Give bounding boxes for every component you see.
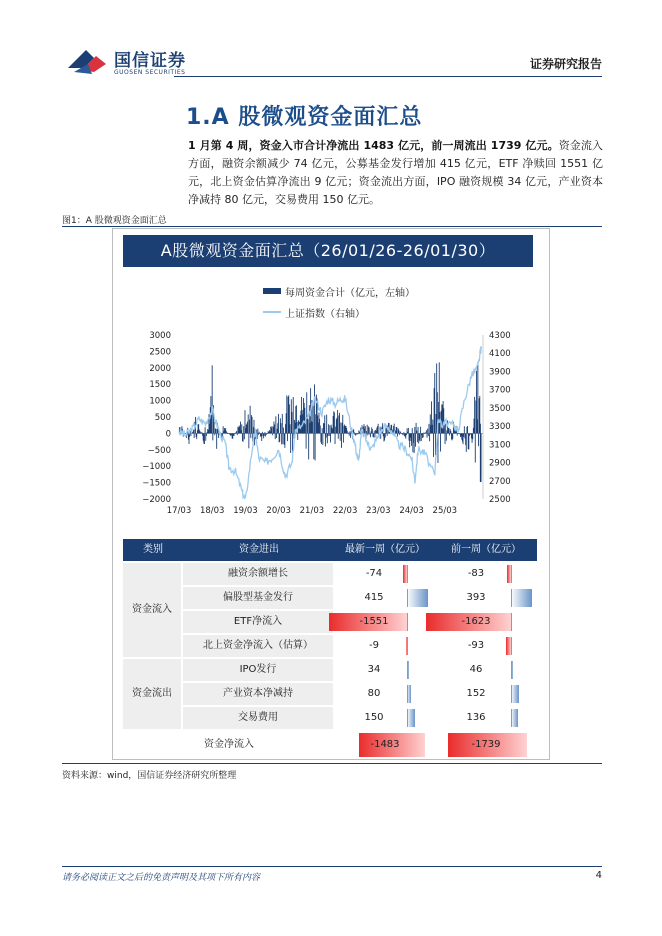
cell-value: -1551: [359, 616, 389, 627]
y-left-tick-label: 1000: [149, 396, 171, 407]
weekly-fund-bar: [320, 426, 321, 434]
weekly-fund-bar: [241, 424, 242, 433]
weekly-fund-bar: [448, 428, 449, 434]
weekly-fund-bar: [236, 431, 237, 434]
weekly-fund-bar: [258, 433, 259, 434]
weekly-fund-bar: [306, 433, 307, 448]
table-header-latest: 最新一周（亿元）: [335, 539, 435, 561]
table-cell-latest: [335, 635, 433, 657]
weekly-fund-bar: [308, 433, 309, 459]
x-tick-label: 23/03: [366, 506, 391, 516]
weekly-fund-bar: [322, 428, 323, 433]
weekly-fund-bar: [466, 433, 467, 451]
weekly-fund-bar: [423, 433, 424, 437]
weekly-fund-bar: [420, 427, 421, 434]
brand-name: 国信证券: [114, 51, 186, 71]
weekly-fund-bar: [259, 432, 260, 434]
weekly-fund-bar: [340, 422, 341, 433]
weekly-fund-bar: [370, 433, 371, 437]
table-cell-latest: [335, 683, 433, 705]
table-row-item: 产业资本净减持: [183, 683, 333, 705]
weekly-fund-bar: [445, 424, 446, 434]
weekly-fund-bar: [374, 433, 375, 437]
weekly-fund-bar: [373, 433, 374, 437]
x-tick-label: 21/03: [299, 506, 325, 516]
weekly-fund-bar: [398, 429, 399, 433]
cell-value: 80: [367, 688, 381, 699]
weekly-fund-bar: [237, 433, 238, 435]
y-left-tick-label: −500: [147, 445, 171, 456]
weekly-fund-bar: [408, 428, 409, 433]
weekly-fund-bar: [278, 414, 279, 433]
weekly-fund-bar: [423, 433, 424, 434]
weekly-fund-bar: [321, 433, 322, 444]
weekly-fund-bar: [315, 433, 316, 460]
y-right-tick-label: 3900: [489, 367, 511, 378]
x-tick-label: 20/03: [266, 506, 291, 516]
weekly-fund-bar: [272, 433, 273, 435]
weekly-fund-bar: [284, 433, 285, 447]
weekly-fund-bar: [457, 433, 458, 435]
table-cell-latest: [335, 611, 433, 633]
chart-title: A股微观资金面汇总（26/01/26-26/01/30）: [160, 241, 496, 260]
weekly-fund-bar: [417, 433, 418, 442]
header-divider: [174, 76, 602, 77]
table-cell-prev: [435, 587, 537, 609]
weekly-fund-bar: [427, 429, 428, 434]
y-right-tick-label: 2900: [489, 458, 511, 469]
cell-value: 152: [466, 688, 486, 699]
section-title: 1.A 股微观资金面汇总: [186, 105, 423, 130]
weekly-fund-bar: [329, 425, 330, 433]
weekly-fund-bar: [348, 433, 349, 434]
weekly-fund-bar: [281, 423, 282, 433]
weekly-fund-bar: [343, 433, 344, 442]
weekly-fund-bar: [449, 433, 450, 435]
summary-lead: 1 月第 4 周，资金入市合计净流出 1483 亿元，前一周流出 1739 亿元。: [188, 139, 559, 152]
weekly-fund-bar: [372, 429, 373, 433]
weekly-fund-bar: [400, 432, 401, 433]
cell-value: 415: [364, 592, 384, 603]
weekly-fund-bar: [411, 433, 412, 445]
weekly-fund-bar: [275, 416, 276, 433]
weekly-fund-bar: [385, 433, 386, 437]
weekly-fund-bar: [429, 424, 430, 434]
y-left-tick-label: 2500: [149, 347, 171, 358]
weekly-fund-bar: [337, 410, 338, 433]
weekly-fund-bar: [480, 424, 481, 434]
weekly-fund-bar: [216, 433, 217, 448]
weekly-fund-bar: [227, 432, 228, 433]
weekly-fund-bar: [264, 433, 265, 435]
weekly-fund-bar: [272, 426, 273, 433]
weekly-fund-bar: [308, 419, 309, 433]
table-cell-prev: [435, 707, 537, 729]
table-cell-latest: [335, 563, 433, 585]
page-number: 4: [595, 870, 602, 881]
weekly-fund-bar: [313, 433, 314, 459]
weekly-fund-bar: [334, 412, 335, 433]
y-left-tick-label: −2000: [142, 495, 171, 505]
weekly-fund-bar: [287, 433, 288, 441]
y-right-tick-label: 3100: [489, 440, 511, 451]
weekly-fund-bar: [282, 414, 283, 433]
cell-value: 46: [469, 664, 483, 675]
cell-value: -93: [467, 640, 485, 651]
weekly-fund-bar: [204, 433, 205, 444]
weekly-fund-bar: [326, 415, 327, 434]
weekly-fund-bar: [477, 362, 478, 433]
weekly-fund-bar: [432, 419, 433, 433]
net-value: -1483: [370, 739, 400, 750]
weekly-fund-bar: [212, 365, 213, 433]
weekly-fund-bar: [463, 433, 464, 436]
table-header-prev: 前一周（亿元）: [435, 539, 537, 561]
weekly-fund-bar: [261, 433, 262, 441]
cell-value: -83: [467, 568, 485, 579]
weekly-fund-bar: [428, 433, 429, 436]
net-flow-label: 资金净流入: [123, 731, 335, 759]
weekly-fund-bar: [322, 433, 323, 445]
table-row-item: 北上资金净流入（估算）: [183, 635, 333, 657]
y-right-tick-label: 4100: [489, 349, 511, 360]
table-row-item: 偏股型基金发行: [183, 587, 333, 609]
weekly-fund-bar: [340, 433, 341, 440]
group-label-outflow: 资金流出: [123, 659, 181, 729]
weekly-fund-bar: [205, 427, 206, 433]
cell-value: 34: [367, 664, 381, 675]
table-cell-prev: [435, 635, 537, 657]
x-tick-label: 22/03: [332, 506, 358, 516]
weekly-fund-bar: [201, 432, 202, 433]
weekly-fund-bar: [472, 433, 473, 439]
weekly-fund-bar: [216, 429, 217, 433]
weekly-fund-bar: [360, 433, 361, 434]
weekly-fund-bar: [282, 433, 283, 444]
y-left-tick-label: 1500: [149, 380, 171, 391]
weekly-fund-bar: [387, 433, 388, 435]
legend-bar-label: 每周资金合计（亿元，左轴）: [285, 288, 415, 299]
weekly-fund-bar: [314, 384, 315, 433]
weekly-fund-bar: [194, 433, 195, 438]
weekly-fund-bar-latest: [480, 433, 482, 482]
net-prev-cell: [435, 731, 537, 759]
weekly-fund-bar: [214, 433, 215, 435]
x-tick-label: 18/03: [199, 506, 225, 516]
weekly-fund-bar: [444, 425, 445, 433]
weekly-fund-bar: [367, 433, 368, 435]
y-left-tick-label: −1000: [142, 462, 171, 473]
weekly-fund-bar: [369, 427, 370, 433]
weekly-fund-bar: [328, 424, 329, 433]
weekly-fund-bar: [429, 433, 430, 441]
summary-paragraph: [188, 137, 603, 209]
weekly-fund-bar: [418, 427, 419, 433]
y-right-tick-label: 2700: [489, 476, 511, 487]
weekly-fund-bar: [329, 433, 330, 436]
table-row-item: 融资余额增长: [183, 563, 333, 585]
weekly-fund-bar: [196, 433, 197, 439]
weekly-fund-bar: [341, 433, 342, 447]
source-note: 资料来源：wind，国信证券经济研究所整理: [62, 771, 237, 781]
weekly-fund-bar: [403, 432, 404, 433]
weekly-fund-bar: [264, 432, 265, 433]
weekly-fund-bar: [324, 415, 325, 433]
weekly-fund-bar: [478, 433, 479, 446]
weekly-fund-bar: [248, 433, 249, 448]
weekly-fund-bar: [257, 429, 258, 434]
weekly-fund-bar: [274, 424, 275, 433]
weekly-fund-bar: [349, 433, 350, 435]
weekly-fund-bar: [403, 433, 404, 435]
weekly-fund-bar: [426, 430, 427, 433]
y-left-tick-label: 0: [165, 429, 171, 440]
weekly-fund-bar: [450, 431, 451, 434]
x-tick-label: 17/03: [166, 506, 192, 516]
footer-disclaimer: 请务必阅读正文之后的免责声明及其项下所有内容: [62, 873, 261, 883]
weekly-fund-bar: [396, 427, 397, 433]
weekly-fund-bar: [326, 433, 327, 437]
weekly-fund-bar: [254, 420, 255, 434]
weekly-fund-bar: [262, 432, 263, 434]
weekly-fund-bar: [248, 414, 249, 433]
weekly-fund-bar: [349, 431, 350, 433]
report-type-label: 证券研究报告: [529, 57, 602, 71]
x-tick-label: 24/03: [399, 506, 424, 516]
weekly-fund-bar: [297, 433, 298, 440]
weekly-fund-bar: [414, 433, 415, 453]
weekly-fund-bar: [406, 433, 407, 435]
weekly-fund-bar: [434, 373, 435, 433]
weekly-fund-bar: [412, 428, 413, 433]
table-header-category: 类别: [123, 539, 183, 561]
weekly-fund-bar: [474, 397, 475, 434]
table-cell-latest: [335, 707, 433, 729]
weekly-fund-bar: [420, 433, 421, 441]
weekly-fund-bar: [433, 433, 434, 457]
weekly-fund-bar: [335, 433, 336, 444]
table-row-item: IPO发行: [183, 659, 333, 681]
guosen-logo-icon: [64, 44, 110, 78]
cell-value: 150: [364, 712, 384, 723]
footer-divider: [62, 866, 602, 867]
weekly-fund-bar: [250, 406, 251, 434]
brand-name-english: GUOSEN SECURITIES: [114, 69, 186, 76]
table-row-item: ETF净流入: [183, 611, 333, 633]
y-right-tick-label: 3500: [489, 403, 511, 414]
weekly-fund-bar: [328, 433, 329, 436]
table-cell-prev: [435, 563, 537, 585]
weekly-fund-bar: [358, 433, 359, 434]
summary-body: 资金流入方面，融资余额减少 74 亿元，公募基金发行增加 415 亿元，ETF 净赎回 1551 亿元，北上资金估算净流出 9 亿元；资金流出方面，IPO 融资规模 34 亿元，产业资本净减持 80 亿元，交易费用 150 亿元。: [188, 139, 604, 206]
weekly-fund-bar: [279, 433, 280, 441]
weekly-fund-bar: [283, 428, 284, 434]
weekly-fund-bar: [250, 433, 251, 438]
weekly-fund-bar: [212, 433, 213, 440]
weekly-fund-bar: [399, 433, 400, 434]
weekly-fund-bar: [339, 413, 340, 434]
net-value: -1739: [471, 739, 501, 750]
weekly-fund-bar: [359, 431, 360, 433]
table-row-item: 交易费用: [183, 707, 333, 729]
net-latest-cell: [335, 731, 435, 759]
weekly-fund-bar: [464, 426, 465, 433]
weekly-fund-bar: [427, 433, 428, 437]
weekly-fund-bar: [291, 412, 292, 433]
weekly-fund-bar: [338, 433, 339, 438]
weekly-fund-bar: [244, 433, 245, 439]
weekly-fund-bar: [281, 433, 282, 444]
weekly-fund-bar: [440, 433, 441, 451]
table-cell-prev: [435, 659, 537, 681]
page-header: [62, 38, 602, 78]
table-cell-prev: [435, 683, 537, 705]
cell-value: -1623: [461, 616, 491, 627]
combo-chart: [113, 229, 549, 529]
weekly-fund-bar: [290, 424, 291, 433]
weekly-fund-bar: [243, 426, 244, 433]
cell-value: -74: [365, 568, 383, 579]
weekly-fund-bar: [293, 397, 294, 433]
weekly-fund-bar: [214, 422, 215, 434]
weekly-fund-bar: [367, 425, 368, 434]
table-cell-latest: [335, 659, 433, 681]
weekly-fund-bar: [397, 433, 398, 436]
weekly-fund-bar: [365, 426, 366, 433]
weekly-fund-bar: [206, 433, 207, 436]
x-tick-label: 19/03: [233, 506, 258, 516]
cell-value: 393: [466, 592, 486, 603]
y-right-tick-label: 3700: [489, 385, 511, 396]
y-left-tick-label: 3000: [149, 331, 171, 341]
weekly-fund-bar: [276, 433, 277, 438]
y-left-tick-label: 500: [154, 413, 171, 423]
table-cell-prev: [435, 611, 537, 633]
table-header-item: 资金进出: [183, 539, 335, 561]
weekly-fund-bar: [445, 433, 446, 444]
y-right-tick-label: 4300: [489, 331, 511, 341]
weekly-fund-bar: [446, 433, 447, 440]
figure-bottom-rule: [62, 763, 602, 764]
y-right-tick-label: 3300: [489, 422, 511, 433]
weekly-fund-bar: [350, 433, 351, 437]
group-label-inflow: 资金流入: [123, 563, 181, 657]
figure-top-rule: [62, 226, 602, 227]
weekly-fund-bar: [228, 433, 229, 434]
weekly-fund-bar: [243, 433, 244, 442]
weekly-fund-bar: [475, 433, 476, 462]
figure-caption: 图1：A 股微观资金面汇总: [62, 216, 167, 226]
y-left-tick-label: −1500: [142, 478, 171, 489]
cell-value: 136: [466, 712, 486, 723]
weekly-fund-bar: [374, 431, 375, 434]
weekly-fund-bar: [286, 395, 287, 433]
weekly-fund-bar: [414, 427, 415, 433]
cell-value: -9: [369, 640, 379, 651]
weekly-fund-bar: [193, 430, 194, 434]
weekly-fund-bar: [275, 433, 276, 439]
x-tick-label: 25/03: [432, 506, 458, 516]
weekly-fund-bar: [252, 417, 253, 434]
weekly-fund-bar: [227, 433, 228, 434]
weekly-fund-bar: [330, 433, 331, 442]
weekly-fund-bar: [354, 432, 355, 433]
weekly-fund-bar: [200, 432, 201, 433]
legend-line-label: 上证指数（右轴）: [285, 309, 365, 320]
weekly-fund-bar: [342, 415, 343, 434]
weekly-fund-bar: [290, 433, 291, 453]
weekly-fund-bar: [378, 424, 379, 434]
y-right-tick-label: 2500: [489, 495, 511, 505]
weekly-fund-bar: [313, 404, 314, 434]
weekly-fund-bar: [347, 431, 348, 434]
weekly-fund-bar: [452, 433, 453, 438]
y-left-tick-label: 2000: [149, 363, 171, 374]
table-cell-latest: [335, 587, 433, 609]
figure-panel: [112, 228, 550, 760]
weekly-fund-bar: [424, 433, 425, 434]
weekly-fund-bar: [416, 431, 417, 434]
weekly-fund-bar: [415, 433, 416, 446]
weekly-fund-bar: [467, 426, 468, 433]
